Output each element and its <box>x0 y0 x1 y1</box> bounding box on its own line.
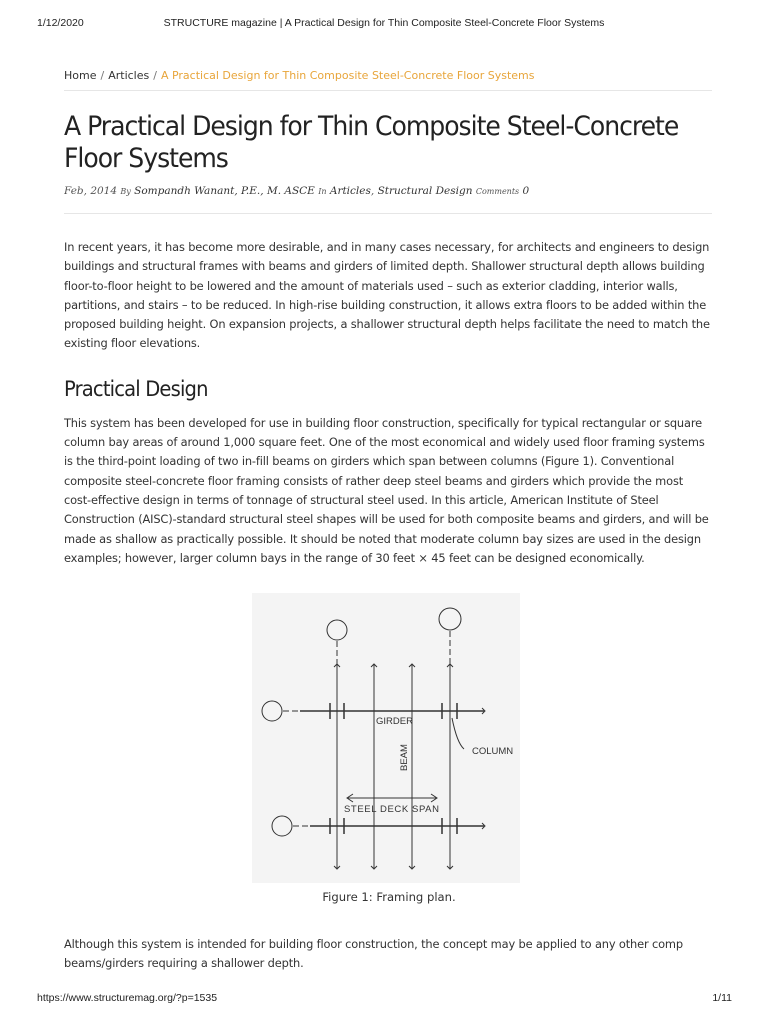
category-link-structural-design[interactable]: Structural Design <box>377 185 473 197</box>
girder-label: GIRDER <box>376 716 413 727</box>
print-url: https://www.structuremag.org/?p=1535 <box>37 992 218 1004</box>
category-link-articles[interactable]: Articles <box>329 185 371 197</box>
author-link[interactable]: Sompandh Wanant, P.E., M. ASCE <box>134 185 315 197</box>
column-label: COLUMN <box>472 746 514 757</box>
framing-plan-figure <box>252 593 520 883</box>
post-date: Feb, 2014 <box>64 185 118 197</box>
print-page-title: STRUCTURE magazine | A Practical Design for Thin Composite Steel-Concrete Floor Systems <box>163 17 605 29</box>
print-page-number: 1/11 <box>712 992 732 1004</box>
intro-paragraph: In recent years, it has become more desirable, and in many cases necessary, for architects and engineers to design buildings and structural frames with beams and girders of limited depth. Shallower structural depth allows building floor-to-floor height to be lowered and the amount of materials used – such as exterior cladding, interior walls, partitions, and stairs – to be reduced. In high-rise building construction, it allows extra floors to be added within the proposed building height. On expansion projects, a shallower structural depth helps facilitate the need to match the existing floor elevations. <box>64 240 710 351</box>
grid-bubble-top-right <box>439 608 461 630</box>
breadcrumb <box>64 61 712 91</box>
breadcrumb-separator: / <box>153 69 157 82</box>
breadcrumb-home-link[interactable]: Home <box>64 69 97 82</box>
breadcrumb-articles-link[interactable]: Articles <box>108 69 150 82</box>
deck-span-label: STEEL DECK SPAN <box>344 804 440 815</box>
comments-count-link[interactable]: 0 <box>522 185 530 197</box>
article-title: A Practical Design for Thin Composite Steel-Concrete Floor Systems <box>64 111 679 174</box>
figure-caption: Figure 1: Framing plan. <box>322 890 456 904</box>
print-footer <box>0 992 768 1006</box>
tail-paragraph: Although this system is intended for building floor construction, the concept may be applied to any other comp beams/girders requiring a shallower depth. <box>64 937 683 971</box>
beam-label: BEAM <box>399 744 410 771</box>
breadcrumb-current: A Practical Design for Thin Composite Steel-Concrete Floor Systems <box>160 69 535 82</box>
print-header <box>0 17 768 31</box>
framing-plan-diagram <box>252 593 520 883</box>
grid-bubble-left-upper <box>262 701 282 721</box>
print-date: 1/12/2020 <box>37 17 84 29</box>
comments-label: Comments <box>475 187 520 196</box>
section-heading: Practical Design <box>64 376 208 401</box>
by-label: By <box>120 187 131 196</box>
grid-bubble-left-lower <box>272 816 292 836</box>
category-separator: , <box>370 185 375 197</box>
article-meta <box>64 185 712 214</box>
article-content <box>64 60 712 980</box>
in-label: In <box>318 187 327 196</box>
section-paragraph: This system has been developed for use in building floor construction, specifically for typical rectangular or square column bay areas of around 1,000 square feet. One of the most economical and widely used floor framing systems is the third-point loading of two in-fill beams on girders which span between columns (Figure 1). Conventional composite steel-concrete floor framing consists of rather deep steel beams and girders which provide the most cost-effective design in terms of tonnage of structural steel used. In this article, American Institute of Steel Construction (AISC)-standard structural steel shapes will be used for both composite beams and girders, and will be made as shallow as practically possible. It should be noted that moderate column bay sizes are used in the design examples; however, larger column bays in the range of 30 feet × 45 feet can be designed economically. <box>64 415 709 565</box>
breadcrumb-separator: / <box>100 69 105 82</box>
grid-bubble-top-left <box>327 620 347 640</box>
